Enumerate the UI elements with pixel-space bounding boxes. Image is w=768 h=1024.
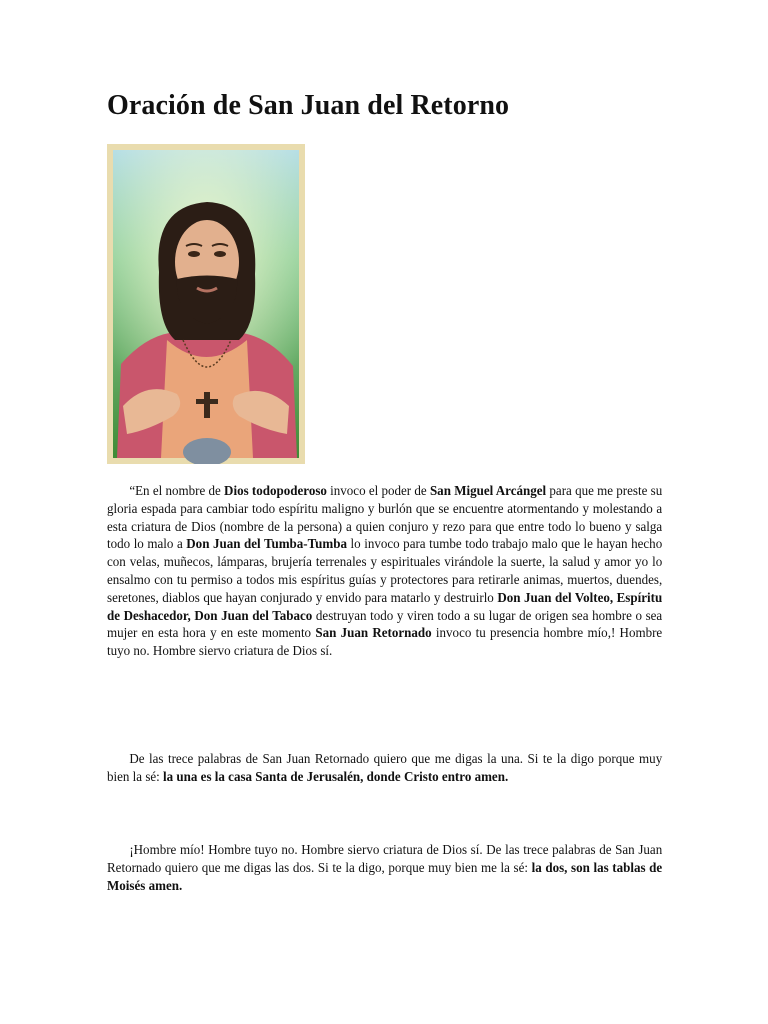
para-2-run: De las trece palabras de San Juan Retornado quiero que me digas la una. Si te la digo porque muy bien la sé: <box>107 752 663 785</box>
para-1-run: destruyan todo y viren todo a su lugar de origen sea hombre o sea mujer en esta hora y en este momento <box>107 608 663 642</box>
para-1-run: “En el nombre de <box>129 484 225 499</box>
para-3-run: ¡Hombre mío! Hombre tuyo no. Hombre siervo criatura de Dios sí. De las trece palabras de San Juan Retornado quiero que me digas las dos. Si te la digo, porque muy bien me la sé: <box>107 843 663 876</box>
para-1-bold: Dios todopoderoso <box>224 484 327 499</box>
para-1-bold: San Juan Retornado <box>315 626 432 642</box>
saint-portrait-icon <box>107 144 305 464</box>
para-1-run: lo invoco para tumbe todo trabajo malo que le hayan hecho con velas, muñecos, lámparas, brujería terrenales y espirituales virándole la suerte, la salud y amor yo lo ensalmo con tu permiso a todos mis espíritus guías y protectores para retirarle animas, muertos, duendes, seretones, diablos que hayan conjurado y envido para matarlo y destruirlo <box>107 537 663 606</box>
para-1-bold: Don Juan del Volteo, Espíritu de Deshacedor, Don Juan del Tabaco <box>107 590 663 624</box>
prayer-paragraph-1 <box>107 483 662 661</box>
prayer-paragraph-3 <box>107 842 662 895</box>
page-title: Oración de San Juan del Retorno <box>107 90 510 121</box>
para-2-bold: la una es la casa Santa de Jerusalén, donde Cristo entro amen. <box>163 769 509 785</box>
para-1-run: para que me preste su gloria espada para cambiar todo espíritu maligno y burlón que se encuentre atormentando y molestando a esta criatura de Dios (nombre de la persona) a quien conjuro y rezo para que entre todo lo bueno y salga todo lo malo a <box>107 484 663 553</box>
saint-portrait-image <box>107 144 305 464</box>
para-1-run: invoco tu presencia hombre mío,! Hombre tuyo no. Hombre siervo criatura de Dios sí. <box>107 626 663 660</box>
para-1-bold: Don Juan del Tumba-Tumba <box>186 537 347 553</box>
para-3-bold: la dos, son las tablas de Moisés amen. <box>107 860 663 894</box>
prayer-paragraph-2 <box>107 751 662 787</box>
para-1-bold: San Miguel Arcángel <box>429 484 547 499</box>
para-1-run: invoco el poder de <box>326 484 430 499</box>
